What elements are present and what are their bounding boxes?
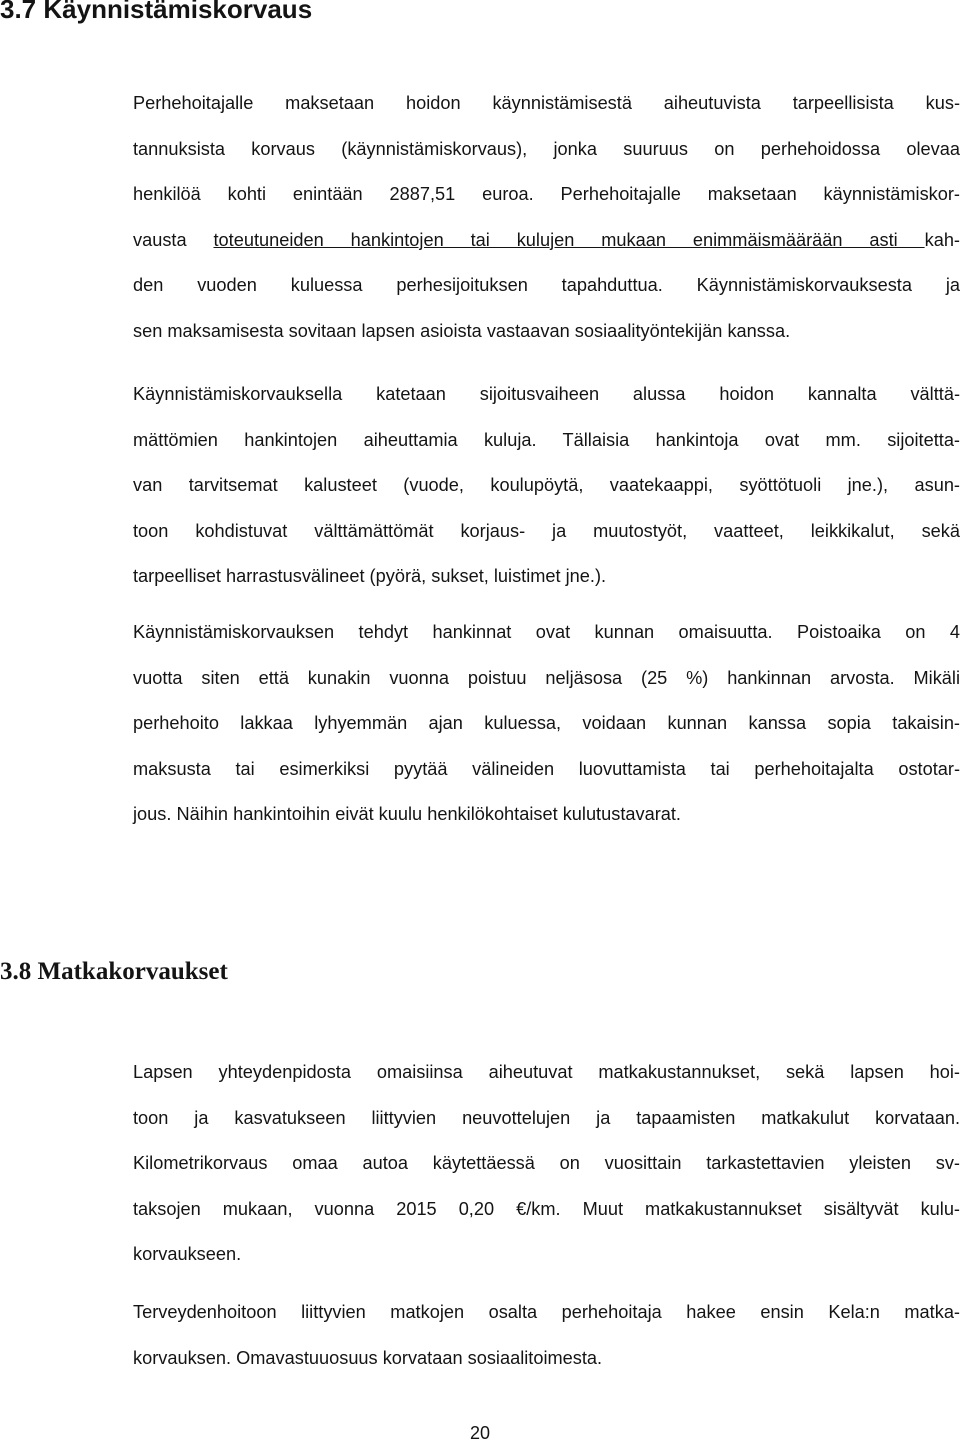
paragraph-covered-costs — [133, 372, 960, 600]
text-line: Lapsen yhteydenpidosta omaisiinsa aiheutuvat matkakustannukset, sekä lapsen hoi- — [133, 1062, 960, 1082]
text-line: tarpeelliset harrastusvälineet (pyörä, sukset, luistimet jne.). — [133, 566, 607, 586]
paragraph-travel-costs — [133, 1050, 960, 1278]
text-line: tannuksista korvaus (käynnistämiskorvaus), jonka suuruus on perhehoidossa olevaa — [133, 138, 960, 159]
text-fragment: kah- — [924, 229, 960, 250]
text-line: van tarvitsemat kalusteet (vuode, koulupöytä, vaatekaappi, syöttötuoli jne.), asun- — [133, 475, 960, 495]
paragraph-ownership — [133, 610, 960, 838]
text-line: Perhehoitajalle maksetaan hoidon käynnistämisestä aiheutuvista tarpeellisista kus- — [133, 93, 960, 113]
text-line-with-underline — [133, 218, 960, 264]
text-line: vuotta siten että kunakin vuonna poistuu neljäsosa (25 %) hankinnan arvosta. Mikäli — [133, 667, 960, 688]
text-line: Terveydenhoitoon liittyvien matkojen osalta perhehoitaja hakee ensin Kela:n matka- — [133, 1302, 960, 1322]
text-line: henkilöä kohti enintään 2887,51 euroa. Perhehoitajalle maksetaan käynnistämiskor- — [133, 184, 960, 204]
text-line: jous. Näihin hankintoihin eivät kuulu henkilökohtaiset kulutustavarat. — [133, 804, 681, 824]
text-line: sen maksamisesta sovitaan lapsen asioista vastaavan sosiaalityöntekijän kanssa. — [133, 320, 791, 341]
underlined-text: toteutuneiden hankintojen tai kulujen mukaan enimmäismäärään asti — [213, 229, 925, 250]
paragraph-health-travel — [133, 1290, 960, 1381]
text-line: Käynnistämiskorvauksella katetaan sijoitusvaiheen alussa hoidon kannalta välttä- — [133, 384, 960, 404]
page-number: 20 — [469, 1423, 491, 1443]
section-heading-3-7: 3.7 Käynnistämiskorvaus — [0, 0, 313, 24]
text-line: korvauksen. Omavastuuosuus korvataan sosiaalitoimesta. — [133, 1347, 603, 1368]
text-line: perhehoito lakkaa lyhyemmän ajan kuluessa, voidaan kunnan kanssa sopia takaisin- — [133, 713, 960, 733]
text-line: mättömien hankintojen aiheuttamia kuluja. Tällaisia hankintoja ovat mm. sijoitetta- — [133, 429, 960, 450]
text-line: toon ja kasvatukseen liittyvien neuvottelujen ja tapaamisten matkakulut korvataan. — [133, 1107, 960, 1128]
section-heading-3-8: 3.8 Matkakorvaukset — [0, 958, 228, 985]
text-line: korvaukseen. — [133, 1244, 242, 1264]
paragraph-start-compensation — [133, 81, 960, 354]
text-line: maksusta tai esimerkiksi pyytää välineiden luovuttamista tai perhehoitajalta ostotar- — [133, 758, 960, 779]
text-line: den vuoden kuluessa perhesijoituksen tapahduttua. Käynnistämiskorvauksesta ja — [133, 275, 960, 295]
text-line: toon kohdistuvat välttämättömät korjaus- ja muutostyöt, vaatteet, leikkikalut, sekä — [133, 520, 960, 541]
text-line: Käynnistämiskorvauksen tehdyt hankinnat ovat kunnan omaisuutta. Poistoaika on 4 — [133, 622, 960, 642]
text-fragment: vausta — [133, 229, 214, 250]
text-line: Kilometrikorvaus omaa autoa käytettäessä on vuosittain tarkastettavien yleisten sv- — [133, 1153, 960, 1173]
text-line: taksojen mukaan, vuonna 2015 0,20 €/km. Muut matkakustannukset sisältyvät kulu- — [133, 1198, 960, 1219]
